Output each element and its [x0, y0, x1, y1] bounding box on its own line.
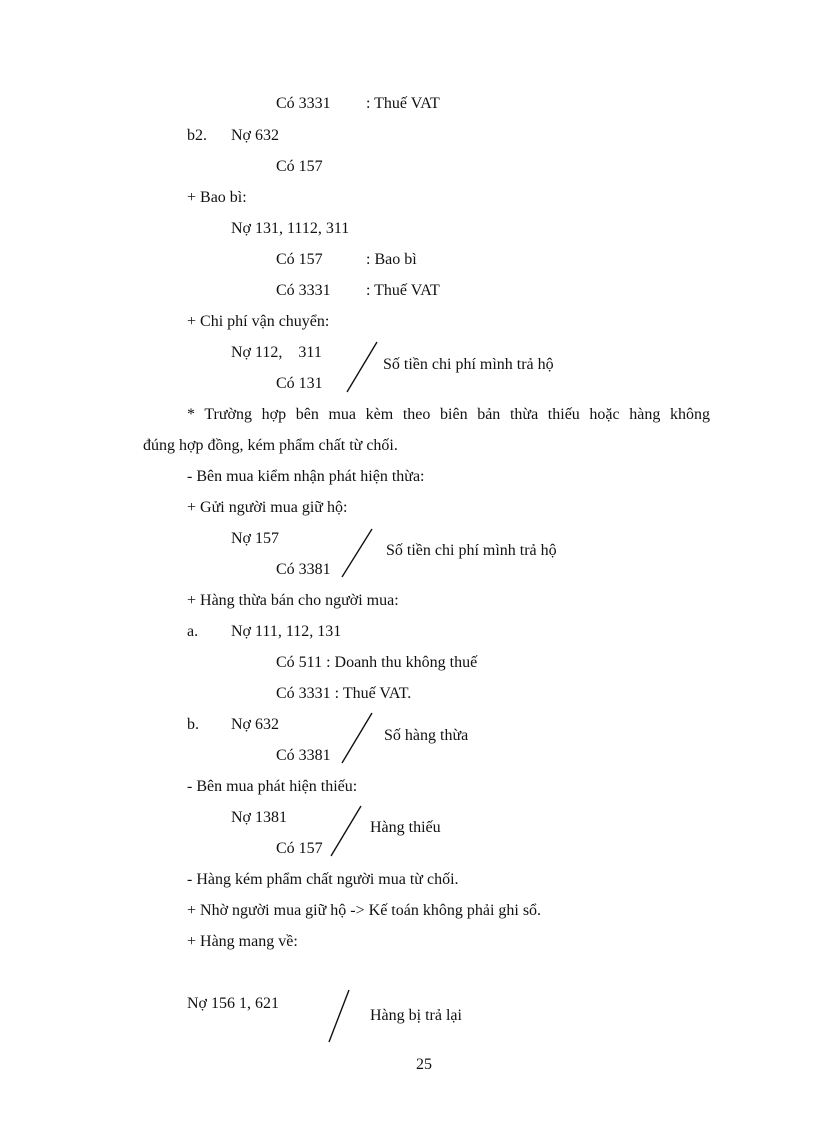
item-label: b. — [187, 716, 199, 733]
section-heading: + Hàng thừa bán cho người mua: — [187, 592, 399, 609]
entry-credit: Có 157 — [276, 251, 323, 268]
entry-credit: Có 3331 — [276, 282, 331, 299]
entry-credit: Có 131 — [276, 375, 323, 392]
entry-credit: Có 157 — [276, 840, 323, 857]
section-heading: + Chi phí vận chuyển: — [187, 313, 330, 330]
section-heading: + Nhờ người mua giữ hộ -> Kế toán không phải ghi sổ. — [187, 902, 542, 919]
slash-divider — [325, 988, 355, 1044]
entry-credit: Có 157 — [276, 158, 323, 175]
slash-divider — [327, 804, 367, 858]
slash-divider — [343, 340, 383, 394]
entry-note: Số tiền chi phí mình trả hộ — [383, 356, 554, 373]
entry-description: : Thuế VAT — [366, 95, 440, 112]
entry-debit: Nợ 1381 — [231, 809, 288, 826]
section-heading: + Hàng mang về: — [187, 933, 298, 950]
entry-credit: Có 3331 — [276, 95, 331, 112]
section-heading: + Gửi người mua giữ hộ: — [187, 499, 348, 516]
entry-description: : Bao bì — [366, 251, 417, 268]
section-heading: + Bao bì: — [187, 189, 247, 206]
entry-credit: Có 3381 — [276, 561, 331, 578]
section-heading: - Bên mua kiểm nhận phát hiện thừa: — [187, 468, 425, 485]
entry-debit: Nợ 157 — [231, 530, 280, 547]
section-heading: - Hàng kém phẩm chất người mua từ chối. — [187, 871, 459, 888]
entry-debit: Nợ 156 1, 621 — [187, 995, 280, 1012]
entry-note: Hàng thiếu — [370, 819, 441, 836]
entry-debit: Nợ 131, 1112, 311 — [231, 220, 350, 237]
entry-credit: Có 3381 — [276, 747, 331, 764]
entry-debit: Nợ 632 — [231, 716, 280, 733]
entry-credit: Có 511 : Doanh thu không thuế — [276, 654, 478, 671]
item-label: b2. — [187, 127, 207, 144]
entry-debit: Nợ 112, 311 — [231, 344, 322, 361]
entry-debit: Nợ 632 — [231, 127, 280, 144]
page-number: 25 — [416, 1056, 432, 1073]
entry-credit: Có 3331 : Thuế VAT. — [276, 685, 412, 702]
paragraph-line: đúng hợp đồng, kém phẩm chất từ chối. — [143, 437, 398, 454]
section-heading: - Bên mua phát hiện thiếu: — [187, 778, 358, 795]
entry-note: Số hàng thừa — [384, 727, 469, 744]
paragraph-line: * Trường hợp bên mua kèm theo biên bản thừa thiếu hoặc hàng không — [187, 406, 710, 423]
entry-note: Số tiền chi phí mình trả hộ — [386, 542, 557, 559]
slash-divider — [338, 527, 378, 579]
entry-note: Hàng bị trả lại — [370, 1007, 462, 1024]
slash-divider — [338, 711, 378, 765]
entry-debit: Nợ 111, 112, 131 — [231, 623, 342, 640]
item-label: a. — [187, 623, 199, 640]
entry-description: : Thuế VAT — [366, 282, 440, 299]
